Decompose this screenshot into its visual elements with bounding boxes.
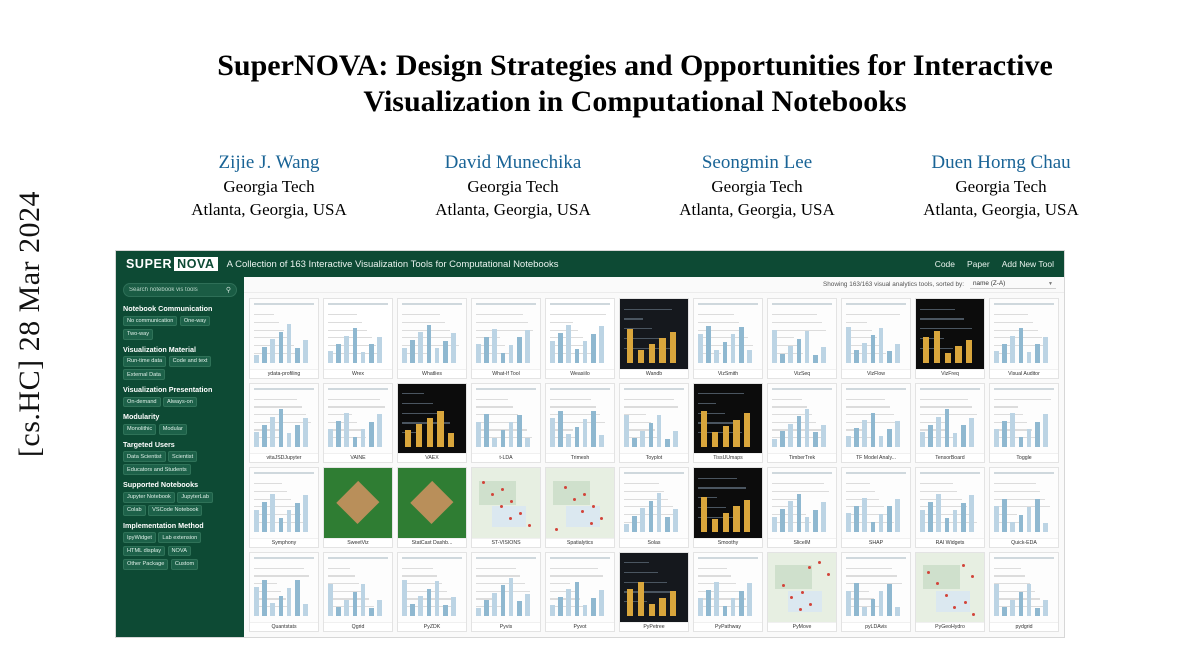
- filter-chip[interactable]: External Data: [123, 369, 165, 380]
- search-placeholder: Search notebook vis tools: [129, 287, 198, 293]
- header-link-code[interactable]: Code: [934, 259, 956, 269]
- tool-thumbnail: [916, 468, 984, 538]
- facet-modularity: [123, 412, 237, 434]
- tool-thumbnail: [694, 299, 762, 369]
- tool-card-label: VizSmith: [694, 369, 762, 378]
- author-location: Atlanta, Georgia, USA: [191, 199, 347, 219]
- tool-card-label: ydata-profiling: [250, 369, 318, 378]
- tool-card-label: Trimesh: [546, 453, 614, 462]
- tool-card[interactable]: [249, 552, 319, 633]
- sort-select[interactable]: [970, 280, 1056, 289]
- tool-card-label: VAEX: [398, 453, 466, 462]
- filter-chip[interactable]: Educators and Students: [123, 464, 191, 475]
- tool-thumbnail: [916, 553, 984, 623]
- tool-card[interactable]: [323, 552, 393, 633]
- page-title: [130, 48, 1140, 120]
- facet-notebook-communication: [123, 304, 237, 340]
- tool-card-label: Toyplot: [620, 453, 688, 462]
- facet-chips: [123, 316, 237, 340]
- tool-card[interactable]: [989, 383, 1059, 464]
- facet-title: Implementation Method: [123, 520, 204, 530]
- tool-thumbnail: [324, 299, 392, 369]
- tool-thumbnail: [842, 553, 910, 623]
- search-input[interactable]: [123, 283, 237, 297]
- tool-thumbnail: [250, 384, 318, 454]
- tool-card[interactable]: [323, 298, 393, 379]
- tool-thumbnail: [694, 384, 762, 454]
- tool-card-label: Wandb: [620, 369, 688, 378]
- tool-card[interactable]: [693, 467, 763, 548]
- logo-nova-text: NOVA: [174, 257, 218, 271]
- tool-thumbnail: [472, 384, 540, 454]
- filter-chip[interactable]: NOVA: [168, 546, 191, 557]
- facet-title: Targeted Users: [123, 439, 175, 449]
- facet-chips: [123, 397, 237, 408]
- tool-card[interactable]: [323, 467, 393, 548]
- author-block: [896, 150, 1106, 222]
- tool-card[interactable]: [693, 552, 763, 633]
- tool-card-label: Smoothy: [694, 538, 762, 547]
- tool-card-label: VizFreq: [916, 369, 984, 378]
- tool-card[interactable]: [619, 298, 689, 379]
- tool-thumbnail: [768, 384, 836, 454]
- author-block: [408, 150, 618, 222]
- tool-thumbnail: [620, 299, 688, 369]
- tool-thumbnail: [250, 553, 318, 623]
- tool-card-label: Toggle: [990, 453, 1058, 462]
- tool-card-label: Visual Auditor: [990, 369, 1058, 378]
- tool-card[interactable]: [915, 552, 985, 633]
- tool-card-label: TF Model Analy...: [842, 453, 910, 462]
- tool-thumbnail: [620, 553, 688, 623]
- tool-card-label: SliceIM: [768, 538, 836, 547]
- sort-value: name (Z-A): [973, 280, 1006, 287]
- tool-card[interactable]: [249, 298, 319, 379]
- tool-card-label: Symphony: [250, 538, 318, 547]
- tool-thumbnail: [324, 468, 392, 538]
- app-subtitle: A Collection of 163 Interactive Visualization Tools for Computational Notebooks: [226, 258, 559, 270]
- facet-visualization-presentation: [123, 385, 237, 407]
- tool-card[interactable]: [545, 552, 615, 633]
- tool-card-label: Qgrid: [324, 622, 392, 631]
- author-block: [164, 150, 374, 222]
- tool-card-label: Quick-EDA: [990, 538, 1058, 547]
- facet-implementation-method: [123, 521, 237, 570]
- filter-chip[interactable]: Custom: [171, 559, 198, 570]
- tool-card[interactable]: [471, 467, 541, 548]
- tool-card-label: RAI Widgets: [916, 538, 984, 547]
- filter-chip[interactable]: Modular: [159, 424, 187, 435]
- filter-chip[interactable]: Code and text: [169, 356, 212, 367]
- tool-card[interactable]: [471, 383, 541, 464]
- tool-thumbnail: [768, 299, 836, 369]
- author-location: Atlanta, Georgia, USA: [923, 199, 1079, 219]
- tool-card-label: Solas: [620, 538, 688, 547]
- facet-title: Notebook Communication: [123, 304, 213, 313]
- tool-card[interactable]: [841, 467, 911, 548]
- tool-card-label: SweetViz: [324, 538, 392, 547]
- author-affiliation: Georgia Tech: [467, 176, 559, 196]
- tool-thumbnail: [546, 299, 614, 369]
- tool-card-label: TensorBoard: [916, 453, 984, 462]
- author-location: Atlanta, Georgia, USA: [435, 199, 591, 219]
- app-header-links: [935, 259, 1054, 269]
- filter-chip[interactable]: IpyWidget: [123, 532, 156, 543]
- tool-card-label: PyGeoHydro: [916, 622, 984, 631]
- tool-card[interactable]: [841, 298, 911, 379]
- tool-card-label: PyPathway: [694, 622, 762, 631]
- tool-thumbnail: [990, 553, 1058, 623]
- tool-card[interactable]: [693, 383, 763, 464]
- tool-card[interactable]: [397, 552, 467, 633]
- tool-card[interactable]: [767, 298, 837, 379]
- facet-chips: [123, 492, 237, 516]
- tool-thumbnail: [472, 299, 540, 369]
- tool-thumbnail: [990, 468, 1058, 538]
- tool-card-label: Whatlies: [398, 369, 466, 378]
- tool-thumbnail: [768, 553, 836, 623]
- filter-chip[interactable]: On-demand: [123, 397, 161, 408]
- tool-card[interactable]: [471, 552, 541, 633]
- tool-thumbnail: [472, 468, 540, 538]
- tool-card-grid: [244, 293, 1064, 637]
- header-link-add-new-tool[interactable]: Add New Tool: [1001, 259, 1054, 269]
- tool-card[interactable]: [249, 467, 319, 548]
- tool-card[interactable]: [545, 383, 615, 464]
- tool-thumbnail: [842, 299, 910, 369]
- tool-card-label: What-If Tool: [472, 369, 540, 378]
- tool-card[interactable]: [619, 552, 689, 633]
- tool-card[interactable]: [397, 467, 467, 548]
- filter-chip[interactable]: Lab extension: [158, 532, 201, 543]
- facet-chips: [123, 356, 237, 380]
- tool-card-label: VizSeq: [768, 369, 836, 378]
- tool-card[interactable]: [915, 383, 985, 464]
- tool-card-label: TimberTrek: [768, 453, 836, 462]
- chevron-down-icon: ▼: [1048, 281, 1053, 287]
- tool-card-label: Weasiilo: [546, 369, 614, 378]
- tool-thumbnail: [398, 384, 466, 454]
- author-affiliation: Georgia Tech: [955, 176, 1047, 196]
- tool-card-label: Spatialytics: [546, 538, 614, 547]
- author-affiliation: Georgia Tech: [711, 176, 803, 196]
- tool-card[interactable]: [545, 298, 615, 379]
- app-header: [116, 251, 1064, 277]
- filter-chip[interactable]: Colab: [123, 505, 146, 516]
- filter-chip[interactable]: VSCode Notebook: [148, 505, 202, 516]
- filter-sidebar: [116, 277, 244, 637]
- filter-chip[interactable]: Always-on: [163, 397, 197, 408]
- tool-thumbnail: [620, 384, 688, 454]
- author-location: Atlanta, Georgia, USA: [679, 199, 835, 219]
- tool-thumbnail: [398, 468, 466, 538]
- tool-card[interactable]: [989, 467, 1059, 548]
- tool-card[interactable]: [397, 383, 467, 464]
- tool-card-label: Pyvot: [546, 622, 614, 631]
- tool-thumbnail: [916, 384, 984, 454]
- tool-card-label: VAINE: [324, 453, 392, 462]
- tool-card[interactable]: [323, 383, 393, 464]
- tool-card[interactable]: [767, 383, 837, 464]
- facet-supported-notebooks: [123, 480, 237, 516]
- tool-thumbnail: [546, 468, 614, 538]
- filter-chip[interactable]: Two-way: [123, 329, 153, 340]
- app-logo[interactable]: [126, 257, 218, 271]
- tool-card[interactable]: [545, 467, 615, 548]
- tool-card[interactable]: [693, 298, 763, 379]
- tool-card[interactable]: [841, 383, 911, 464]
- filter-chip[interactable]: HTML display: [123, 546, 165, 557]
- tool-thumbnail: [250, 468, 318, 538]
- tool-card-label: Wrex: [324, 369, 392, 378]
- tool-card[interactable]: [989, 552, 1059, 633]
- tool-thumbnail: [324, 553, 392, 623]
- facet-chips: [123, 532, 237, 569]
- tool-card[interactable]: [619, 383, 689, 464]
- header-link-paper[interactable]: Paper: [967, 259, 990, 269]
- app-body: [116, 277, 1064, 637]
- tool-card-label: vitaJSDJupyter: [250, 453, 318, 462]
- filter-chip[interactable]: Other Package: [123, 559, 168, 570]
- tool-card[interactable]: [471, 298, 541, 379]
- filter-chip[interactable]: Jupyter Notebook: [123, 492, 175, 503]
- search-icon: ⚲: [225, 287, 231, 294]
- tool-thumbnail: [472, 553, 540, 623]
- author-affiliation: Georgia Tech: [223, 176, 315, 196]
- facet-visualization-material: [123, 345, 237, 381]
- facet-chips: [123, 424, 237, 435]
- filter-chip[interactable]: Data Scientist: [123, 451, 166, 462]
- tool-thumbnail: [324, 384, 392, 454]
- tool-card[interactable]: [249, 383, 319, 464]
- title-smallcaps: SuperNOVA: [217, 49, 379, 82]
- tool-gallery: [244, 277, 1064, 637]
- filter-chip[interactable]: Monolithic: [123, 424, 156, 435]
- tool-thumbnail: [916, 299, 984, 369]
- title-line2: Visualization in Computational Notebooks: [363, 85, 907, 118]
- tool-card-label: pydgrid: [990, 622, 1058, 631]
- tool-card-label: ST-VISIONS: [472, 538, 540, 547]
- tool-thumbnail: [990, 299, 1058, 369]
- tool-card[interactable]: [767, 467, 837, 548]
- tool-card-label: Pyvis: [472, 622, 540, 631]
- tool-card-label: VizFlow: [842, 369, 910, 378]
- tool-thumbnail: [398, 299, 466, 369]
- filter-chip[interactable]: JupyterLab: [177, 492, 213, 503]
- tool-thumbnail: [398, 553, 466, 623]
- tool-thumbnail: [768, 468, 836, 538]
- tool-thumbnail: [546, 553, 614, 623]
- author-name[interactable]: Duen Horng Chau: [931, 152, 1071, 173]
- facet-title: Modularity: [123, 412, 160, 422]
- tool-thumbnail: [694, 468, 762, 538]
- author-list: [110, 150, 1160, 222]
- facet-title: Visualization Presentation: [123, 385, 213, 395]
- tool-card-label: PyPetree: [620, 622, 688, 631]
- tool-card[interactable]: [619, 467, 689, 548]
- tool-card-label: TissUUmaps: [694, 453, 762, 462]
- result-count-text: Showing 163/163 visual analytics tools, sorted by:: [822, 281, 964, 288]
- tool-thumbnail: [250, 299, 318, 369]
- tool-card[interactable]: [767, 552, 837, 633]
- facet-chips: [123, 451, 237, 475]
- tool-card[interactable]: [989, 298, 1059, 379]
- tool-thumbnail: [842, 468, 910, 538]
- tool-thumbnail: [546, 384, 614, 454]
- tool-card[interactable]: [397, 298, 467, 379]
- filter-chip[interactable]: Scientist: [168, 451, 197, 462]
- tool-thumbnail: [990, 384, 1058, 454]
- author-block: [652, 150, 862, 222]
- gallery-toolbar: [244, 277, 1064, 293]
- author-name[interactable]: Zijie J. Wang: [218, 152, 320, 173]
- arxiv-side-stamp: [cs.HC] 28 Mar 2024: [13, 190, 46, 458]
- filter-chip[interactable]: No communication: [123, 316, 177, 327]
- tool-card-label: t-LDA: [472, 453, 540, 462]
- tool-card-label: Quantstats: [250, 622, 318, 631]
- tool-thumbnail: [694, 553, 762, 623]
- tool-card[interactable]: [841, 552, 911, 633]
- tool-card[interactable]: [915, 467, 985, 548]
- filter-chip[interactable]: One-way: [180, 316, 210, 327]
- filter-chip[interactable]: Run-time data: [123, 356, 166, 367]
- facet-targeted-users: [123, 440, 237, 476]
- facet-title: Supported Notebooks: [123, 480, 199, 490]
- tool-card-label: PyZDK: [398, 622, 466, 631]
- tool-card-label: SHAP: [842, 538, 910, 547]
- author-name[interactable]: David Munechika: [444, 152, 582, 173]
- tool-thumbnail: [620, 468, 688, 538]
- title-line1-rest: : Design Strategies and Opportunities for Interactive: [378, 49, 1053, 82]
- tool-card-label: pyLDAvis: [842, 622, 910, 631]
- tool-card[interactable]: [915, 298, 985, 379]
- tool-card-label: PyMove: [768, 622, 836, 631]
- author-name[interactable]: Seongmin Lee: [701, 152, 813, 173]
- logo-super-text: SUPER: [126, 257, 173, 271]
- paper-page: [70, 0, 1200, 648]
- tool-thumbnail: [842, 384, 910, 454]
- facet-title: Visualization Material: [123, 344, 196, 354]
- tool-card-label: StatCast Dashb...: [398, 538, 466, 547]
- teaser-figure-supernova-app: [115, 250, 1065, 638]
